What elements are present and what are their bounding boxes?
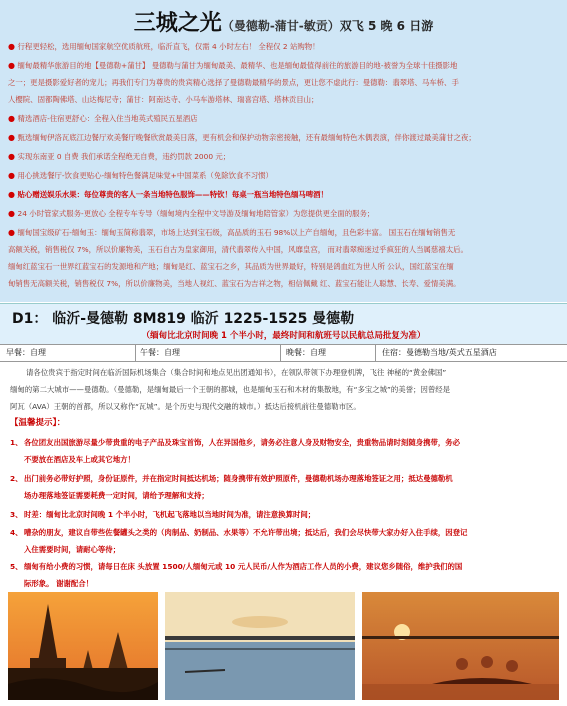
day1-description: 请各位贵宾于指定时间在临沂国际机场集合（集合时间和地点见出团通知书），在领队带领下办理登机牌，飞往 神秘的“黄金佛国” 缅甸的第二大城市——曼德勒。（曼德勒，是缅甸最后一个王朝的都城，也是缅甸玉石和木材的集散地，有“多宝之城”的美誉；因曾经是 阿瓦（AVA）王朝的首都，所以又称作“瓦城”。是个历史与现代交融的城市。）抵达后接机前往曼德勒市区。: [10, 368, 451, 411]
bullet-line: ● 甄选缅甸伊洛瓦底江边餐厅欢美餐厅晚餐欣赏最美日落，更有机会和保护动物亲密接触，还有最缅甸特色木偶表演，伴你渡过最美蒲甘之夜；: [8, 133, 476, 142]
day1-flight: D1： 临沂-曼德勒 8M819 临沂 1225-1525 曼德勒: [12, 311, 355, 327]
bullet-line: ● 24 小时管家式服务-更放心 全程专车专导（缅甸境内全程中文导游及缅甸地陪管家）为您提供更全面的服务；: [8, 209, 375, 218]
bullet-line: 人樱院、固都陶佛塔、山达梅尼寺；蒲甘：阿南达寺、小马车游塔林、瑞喜宫塔、塔林贡目山；: [8, 95, 319, 104]
warning-item: 4、嘈杂的朋友，建议自带些佐餐罐头之类的（肉制品、奶制品、水果等）不允许带出境；抵达后，我们会尽快带大家办好入住手续，因登记 入住需要时间，请耐心等待；: [10, 528, 468, 554]
bullet-line: 缅甸红蓝宝石一世界红蓝宝石的发源地和产地；缅甸是红、蓝宝石之乡，其品质为世界最好，特别是鸽血红为世人所 公认，国红蓝宝在缅: [8, 262, 454, 271]
bridge-lake-photo: [165, 592, 355, 700]
hotel: 住宿：曼德勒当地/英式五星酒店: [382, 348, 497, 357]
bullet-line: 高额关税，销售税仅 7%，所以价廉物美，玉石自古为皇家御用，清代翡翠传入中国，风靡皇宫， 而对翡翠痴迷过乎疯狂的人当属慈禧太后。: [8, 245, 468, 254]
warning-title: 【温馨提示】：: [10, 418, 66, 428]
bullet-line: ● 用心挑选餐厅-饮食更贴心-缅甸特色餐满足味觉+中国菜系（免除饮食不习惯）: [8, 171, 273, 180]
dinner: 晚餐：自理: [286, 348, 326, 357]
photo-strip: [8, 592, 559, 702]
title-duration: 双飞 5 晚 6 日游: [339, 19, 434, 33]
breakfast: 早餐：自理: [6, 348, 46, 357]
bullet-line: 之一；更是摄影爱好者的宠儿；再我们专门为尊贵的贵宾精心选择了曼德勒最精华的景点，更让您不虚此行：曼德勒：翡翠塔、马车桥、手: [8, 78, 459, 87]
title-main: 三城之光: [133, 10, 222, 36]
warning-item: 5、缅甸有给小费的习惯，请每日在床 头放置 1500/人缅甸元或 10 元人民币/人作为酒店工作人员的小费，建议您乡随俗，维护我们的国 际形象。 谢谢配合！: [10, 562, 463, 588]
warning-item: 3、时差：缅甸比北京时间晚 1 个半小时，飞机起飞落地以当地时间为准，请注意换算时间；: [10, 510, 316, 519]
title-cities: （曼德勒-蒲甘-敏贡）: [221, 19, 340, 33]
bullet-line: ● 精选酒店-住宿更舒心：全程入住当地英式殖民五星酒店: [8, 114, 198, 123]
pagoda-sunset-photo: [8, 592, 158, 700]
bullet-line: ● 实现东南亚 0 自费 我们承诺全程绝无自费，违约罚款 2000 元；: [8, 152, 231, 161]
warning-item: 2、出门前务必带好护照，身份证原件，并在指定时间抵达机场；随身携带有效护照原件，曼德勒机场办理落地签证之用；抵达曼德勒机 场办理落地签证需要耗费一定时间，请给予理解和支持；: [10, 474, 453, 500]
lunch: 午餐：自理: [140, 348, 180, 357]
day1-time-note: （缅甸比北京时间晚 1 个半小时，最终时间和航班号以民航总局批复为准）: [141, 331, 426, 341]
bullet-line: 甸销售无高额关税，销售税仅 7%，所以价廉物美，当地人视红、蓝宝石为吉祥之物，相信佩戴 红、蓝宝石能让人聪慧、长寿、爱情美满。: [8, 279, 461, 288]
bullet-line: ● 行程更轻松，选用缅甸国家航空优质航班，临沂直飞，仅需 4 小时左右！ 全程仅 2 站购物！: [8, 42, 320, 51]
warning-item: 1、各位团友出国旅游尽量少带贵重的电子产品及珠宝首饰，人在异国他乡，请务必注意人身及财物安全，贵重物品请时刻随身携带，务必 不要放在酒店及车上或其它地方！: [10, 438, 461, 464]
boat-sunset-photo: [362, 592, 559, 700]
meals-row: [0, 344, 567, 362]
page-title: [0, 6, 567, 37]
bullet-line: ● 缅甸国宝级矿石-缅甸玉：缅甸玉简称翡翠，市场上达到宝石级，高品质的玉石 98%以上产自缅甸，且色彩丰富。 国玉石在缅甸销售无: [8, 228, 456, 237]
day1-header: [0, 303, 567, 344]
bullet-highlight: ● 贴心赠送娱乐水果：每位尊贵的客人一条当地特色服饰——特钦！每桌一瓶当地特色缅马啤酒！: [8, 190, 328, 199]
bullet-line: ● 缅甸最精华旅游目的地【曼德勒+蒲甘】 曼德勒与蒲甘为缅甸最美、最精华、也是缅甸最值得前往的旅游目的地-被誉为全球十佳摄影地: [8, 61, 458, 70]
